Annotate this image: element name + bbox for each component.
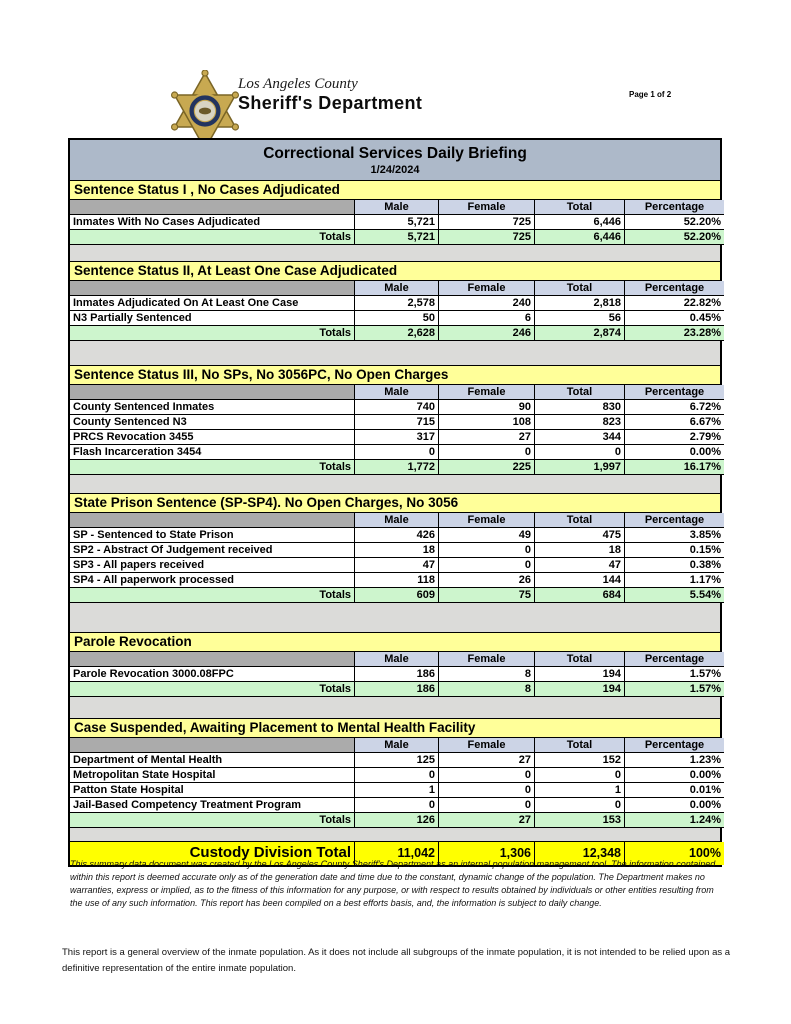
cell-percentage: 0.00% [625,798,724,813]
cell-male: 740 [355,400,439,415]
table-row [70,445,720,460]
column-header-row [70,385,720,400]
table-row [70,528,720,543]
footnote-text: This report is a general overview of the inmate population. As it does not include all subgroups of the inmate population, it is not intended to be relied upon as a definitive representation of the entire inmate population. [62,947,731,974]
section-title: Sentence Status II, At Least One Case Adjudicated [70,262,720,281]
county-name: Los Angeles County [238,76,358,92]
cell-percentage: 0.45% [625,311,724,326]
cell-female: 0 [439,558,535,573]
report-title: Correctional Services Daily Briefing [263,145,527,162]
cell-total: 823 [535,415,625,430]
row-label: SP3 - All papers received [70,558,355,573]
cell-male: 125 [355,753,439,768]
table-row [70,311,720,326]
table-row [70,768,720,783]
section-case-suspended-mental-health [70,719,720,828]
cell-total: 0 [535,768,625,783]
cell-percentage: 0.00% [625,768,724,783]
cell-female: 240 [439,296,535,311]
cell-female: 725 [439,215,535,230]
column-header-male: Male [355,200,439,215]
totals-total: 684 [535,588,625,603]
column-header-total: Total [535,200,625,215]
section-title: Case Suspended, Awaiting Placement to Mental Health Facility [70,719,720,738]
corner-cell [70,513,355,528]
table-row [70,753,720,768]
cell-percentage: 22.82% [625,296,724,311]
column-header-percentage: Percentage [625,652,724,667]
table-row [70,215,720,230]
cell-total: 56 [535,311,625,326]
row-label: PRCS Revocation 3455 [70,430,355,445]
column-header-percentage: Percentage [625,281,724,296]
cell-female: 6 [439,311,535,326]
cell-total: 152 [535,753,625,768]
table-row [70,783,720,798]
cell-male: 0 [355,798,439,813]
section-title: State Prison Sentence (SP-SP4). No Open Charges, No 3056 [70,494,720,513]
cell-male: 0 [355,445,439,460]
cell-percentage: 0.15% [625,543,724,558]
table-row [70,430,720,445]
totals-label: Totals [70,682,355,697]
corner-cell [70,200,355,215]
column-header-total: Total [535,281,625,296]
column-header-male: Male [355,738,439,753]
section-parole-revocation [70,633,720,697]
cell-female: 108 [439,415,535,430]
cell-percentage: 0.01% [625,783,724,798]
cell-female: 0 [439,445,535,460]
column-header-female: Female [439,281,535,296]
report-date: 1/24/2024 [370,164,420,176]
totals-row [70,326,720,341]
column-header-percentage: Percentage [625,385,724,400]
cell-male: 2,578 [355,296,439,311]
totals-female: 246 [439,326,535,341]
cell-total: 18 [535,543,625,558]
report-title-bar [70,140,720,181]
disclaimer-text: This summary data document was created by the Los Angeles County Sheriff's Department as an internal population management tool. The information contained within this report is deemed accurate only as of the generation date and time due to the constant, dynamic change of the population. The Department makes no warranties, express or implied, as to the fitness of this information for any purpose, or with respect to results obtained by individuals or other entities resulting from the use of any such information. This report has been compiled on a best efforts basis, and, the information is subject to daily change. [70,859,716,908]
cell-total: 344 [535,430,625,445]
section-title: Parole Revocation [70,633,720,652]
section-sentence-status-3 [70,366,720,475]
custody-total-label: Custody Division Total [70,842,355,865]
column-header-row [70,281,720,296]
totals-percentage: 5.54% [625,588,724,603]
column-header-total: Total [535,738,625,753]
table-row [70,296,720,311]
totals-percentage: 1.57% [625,682,724,697]
totals-row [70,682,720,697]
totals-label: Totals [70,326,355,341]
cell-percentage: 2.79% [625,430,724,445]
cell-male: 18 [355,543,439,558]
report-body [68,138,722,867]
section-title: Sentence Status I , No Cases Adjudicated [70,181,720,200]
row-label: SP4 - All paperwork processed [70,573,355,588]
table-row [70,558,720,573]
column-header-total: Total [535,513,625,528]
totals-male: 2,628 [355,326,439,341]
corner-cell [70,281,355,296]
column-header-row [70,738,720,753]
column-header-percentage: Percentage [625,738,724,753]
totals-row [70,813,720,828]
totals-row [70,588,720,603]
table-row [70,543,720,558]
cell-female: 90 [439,400,535,415]
row-label: Parole Revocation 3000.08FPC [70,667,355,682]
cell-male: 118 [355,573,439,588]
column-header-female: Female [439,200,535,215]
cell-male: 715 [355,415,439,430]
totals-female: 225 [439,460,535,475]
cell-percentage: 1.57% [625,667,724,682]
totals-male: 186 [355,682,439,697]
section-sentence-status-2 [70,262,720,341]
table-row [70,667,720,682]
corner-cell [70,738,355,753]
totals-percentage: 23.28% [625,326,724,341]
cell-total: 47 [535,558,625,573]
cell-female: 8 [439,667,535,682]
cell-male: 186 [355,667,439,682]
cell-male: 317 [355,430,439,445]
row-label: Department of Mental Health [70,753,355,768]
section-spacer [70,828,720,842]
cell-percentage: 0.38% [625,558,724,573]
totals-percentage: 16.17% [625,460,724,475]
cell-male: 426 [355,528,439,543]
row-label: Patton State Hospital [70,783,355,798]
cell-female: 0 [439,798,535,813]
column-header-male: Male [355,281,439,296]
totals-male: 609 [355,588,439,603]
totals-total: 2,874 [535,326,625,341]
cell-total: 0 [535,798,625,813]
table-row [70,400,720,415]
row-label: Metropolitan State Hospital [70,768,355,783]
cell-female: 26 [439,573,535,588]
cell-total: 194 [535,667,625,682]
totals-percentage: 52.20% [625,230,724,245]
column-header-female: Female [439,513,535,528]
totals-female: 75 [439,588,535,603]
cell-percentage: 3.85% [625,528,724,543]
column-header-male: Male [355,385,439,400]
table-row [70,573,720,588]
totals-total: 153 [535,813,625,828]
section-spacer [70,697,720,719]
cell-male: 50 [355,311,439,326]
column-header-male: Male [355,513,439,528]
section-spacer [70,341,720,366]
cell-female: 49 [439,528,535,543]
totals-row [70,230,720,245]
custody-total-percentage: 100% [625,842,724,865]
cell-total: 6,446 [535,215,625,230]
totals-percentage: 1.24% [625,813,724,828]
custody-total-total: 12,348 [535,842,625,865]
row-label: SP2 - Abstract Of Judgement received [70,543,355,558]
cell-total: 1 [535,783,625,798]
cell-female: 0 [439,543,535,558]
section-spacer [70,245,720,262]
row-label: Flash Incarceration 3454 [70,445,355,460]
row-label: County Sentenced Inmates [70,400,355,415]
row-label: Inmates With No Cases Adjudicated [70,215,355,230]
cell-percentage: 0.00% [625,445,724,460]
totals-total: 1,997 [535,460,625,475]
cell-percentage: 52.20% [625,215,724,230]
cell-female: 27 [439,753,535,768]
column-header-percentage: Percentage [625,200,724,215]
totals-female: 725 [439,230,535,245]
cell-percentage: 6.67% [625,415,724,430]
totals-male: 126 [355,813,439,828]
column-header-percentage: Percentage [625,513,724,528]
table-row [70,415,720,430]
column-header-row [70,200,720,215]
corner-cell [70,385,355,400]
cell-percentage: 1.23% [625,753,724,768]
totals-row [70,460,720,475]
cell-male: 47 [355,558,439,573]
section-title: Sentence Status III, No SPs, No 3056PC, No Open Charges [70,366,720,385]
column-header-total: Total [535,652,625,667]
table-row [70,798,720,813]
column-header-row [70,513,720,528]
page-header [0,0,791,138]
totals-male: 5,721 [355,230,439,245]
cell-male: 0 [355,768,439,783]
row-label: N3 Partially Sentenced [70,311,355,326]
row-label: SP - Sentenced to State Prison [70,528,355,543]
totals-female: 27 [439,813,535,828]
section-spacer [70,603,720,633]
column-header-female: Female [439,738,535,753]
column-header-male: Male [355,652,439,667]
cell-male: 5,721 [355,215,439,230]
totals-label: Totals [70,460,355,475]
cell-total: 830 [535,400,625,415]
cell-total: 0 [535,445,625,460]
row-label: County Sentenced N3 [70,415,355,430]
cell-total: 475 [535,528,625,543]
totals-female: 8 [439,682,535,697]
cell-female: 0 [439,768,535,783]
cell-male: 1 [355,783,439,798]
section-state-prison-sentence [70,494,720,603]
totals-label: Totals [70,813,355,828]
section-sentence-status-1 [70,181,720,245]
totals-label: Totals [70,588,355,603]
cell-percentage: 6.72% [625,400,724,415]
column-header-row [70,652,720,667]
totals-total: 6,446 [535,230,625,245]
totals-male: 1,772 [355,460,439,475]
section-spacer [70,475,720,494]
cell-percentage: 1.17% [625,573,724,588]
department-name: Sheriff's Department [238,93,423,113]
page-number: Page 1 of 2 [629,90,672,99]
row-label: Jail-Based Competency Treatment Program [70,798,355,813]
row-label: Inmates Adjudicated On At Least One Case [70,296,355,311]
column-header-total: Total [535,385,625,400]
custody-total-female: 1,306 [439,842,535,865]
column-header-female: Female [439,652,535,667]
column-header-female: Female [439,385,535,400]
totals-total: 194 [535,682,625,697]
cell-total: 2,818 [535,296,625,311]
cell-total: 144 [535,573,625,588]
totals-label: Totals [70,230,355,245]
cell-female: 27 [439,430,535,445]
corner-cell [70,652,355,667]
custody-total-male: 11,042 [355,842,439,865]
cell-female: 0 [439,783,535,798]
